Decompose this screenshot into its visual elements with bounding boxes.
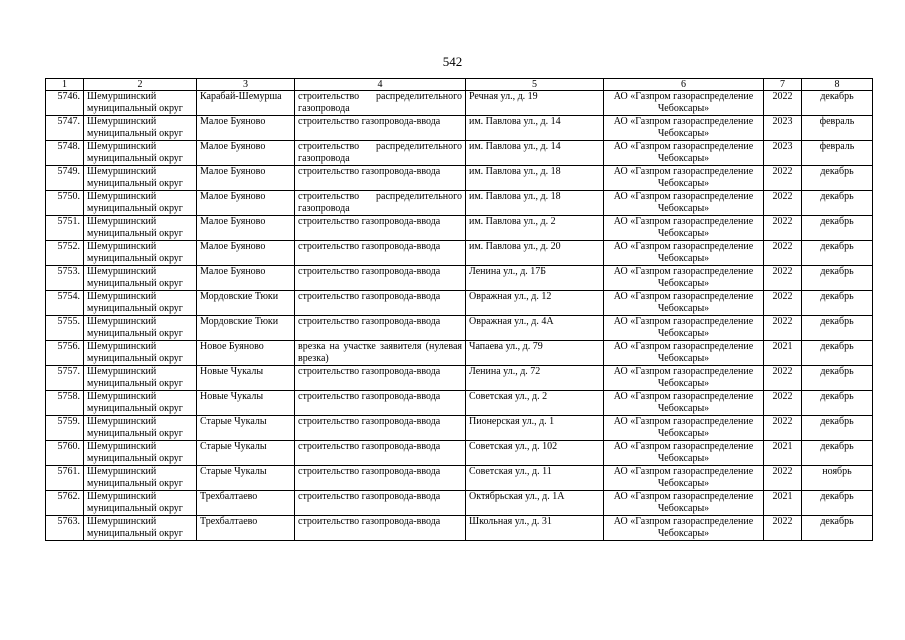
address-cell: им. Павлова ул., д. 14 — [466, 141, 604, 166]
column-number: 4 — [295, 79, 466, 91]
work-type-cell: строительство газопровода-ввода — [295, 241, 466, 266]
organization-cell: АО «Газпром газораспределение Чебоксары» — [604, 341, 764, 366]
organization-cell: АО «Газпром газораспределение Чебоксары» — [604, 116, 764, 141]
column-number-row — [46, 79, 873, 91]
year-cell: 2022 — [764, 366, 802, 391]
table-row — [46, 241, 873, 266]
organization-cell: АО «Газпром газораспределение Чебоксары» — [604, 91, 764, 116]
work-type-cell: строительство распределительного газопровода — [295, 191, 466, 216]
row-number: 5748. — [46, 141, 84, 166]
year-cell: 2022 — [764, 416, 802, 441]
row-number: 5757. — [46, 366, 84, 391]
year-cell: 2022 — [764, 266, 802, 291]
column-number: 3 — [197, 79, 295, 91]
gasification-table — [45, 78, 873, 541]
organization-cell: АО «Газпром газораспределение Чебоксары» — [604, 266, 764, 291]
column-number: 5 — [466, 79, 604, 91]
organization-cell: АО «Газпром газораспределение Чебоксары» — [604, 316, 764, 341]
work-type-cell: строительство газопровода-ввода — [295, 491, 466, 516]
row-number: 5747. — [46, 116, 84, 141]
organization-cell: АО «Газпром газораспределение Чебоксары» — [604, 166, 764, 191]
settlement-cell: Новые Чукалы — [197, 391, 295, 416]
year-cell: 2022 — [764, 391, 802, 416]
district-cell: Шемуршинский муниципальный округ — [84, 91, 197, 116]
table-row — [46, 166, 873, 191]
row-number: 5760. — [46, 441, 84, 466]
year-cell: 2021 — [764, 341, 802, 366]
address-cell: Овражная ул., д. 12 — [466, 291, 604, 316]
work-type-cell: строительство распределительного газопровода — [295, 141, 466, 166]
organization-cell: АО «Газпром газораспределение Чебоксары» — [604, 466, 764, 491]
table-row — [46, 441, 873, 466]
address-cell: им. Павлова ул., д. 18 — [466, 166, 604, 191]
work-type-cell: строительство распределительного газопровода — [295, 91, 466, 116]
month-cell: декабрь — [802, 491, 873, 516]
month-cell: декабрь — [802, 216, 873, 241]
row-number: 5746. — [46, 91, 84, 116]
year-cell: 2022 — [764, 191, 802, 216]
page-number: 542 — [442, 54, 463, 69]
work-type-cell: строительство газопровода-ввода — [295, 416, 466, 441]
organization-cell: АО «Газпром газораспределение Чебоксары» — [604, 366, 764, 391]
address-cell: Советская ул., д. 102 — [466, 441, 604, 466]
work-type-cell: строительство газопровода-ввода — [295, 166, 466, 191]
month-cell: декабрь — [802, 266, 873, 291]
row-number: 5755. — [46, 316, 84, 341]
settlement-cell: Малое Буяново — [197, 141, 295, 166]
district-cell: Шемуршинский муниципальный округ — [84, 341, 197, 366]
address-cell: Школьная ул., д. 31 — [466, 516, 604, 541]
settlement-cell: Мордовские Тюки — [197, 316, 295, 341]
work-type-cell: строительство газопровода-ввода — [295, 216, 466, 241]
month-cell: декабрь — [802, 166, 873, 191]
district-cell: Шемуршинский муниципальный округ — [84, 466, 197, 491]
table-row — [46, 391, 873, 416]
year-cell: 2022 — [764, 166, 802, 191]
year-cell: 2022 — [764, 241, 802, 266]
row-number: 5759. — [46, 416, 84, 441]
month-cell: декабрь — [802, 191, 873, 216]
settlement-cell: Трехбалтаево — [197, 491, 295, 516]
district-cell: Шемуршинский муниципальный округ — [84, 216, 197, 241]
address-cell: Ленина ул., д. 72 — [466, 366, 604, 391]
month-cell: декабрь — [802, 241, 873, 266]
year-cell: 2022 — [764, 291, 802, 316]
district-cell: Шемуршинский муниципальный округ — [84, 291, 197, 316]
table-row — [46, 116, 873, 141]
year-cell: 2023 — [764, 116, 802, 141]
address-cell: Ленина ул., д. 17Б — [466, 266, 604, 291]
settlement-cell: Старые Чукалы — [197, 416, 295, 441]
year-cell: 2022 — [764, 516, 802, 541]
district-cell: Шемуршинский муниципальный округ — [84, 416, 197, 441]
month-cell: декабрь — [802, 416, 873, 441]
year-cell: 2022 — [764, 316, 802, 341]
table-row — [46, 266, 873, 291]
address-cell: Пионерская ул., д. 1 — [466, 416, 604, 441]
month-cell: декабрь — [802, 441, 873, 466]
row-number: 5752. — [46, 241, 84, 266]
table-row — [46, 341, 873, 366]
row-number: 5749. — [46, 166, 84, 191]
table-row — [46, 316, 873, 341]
month-cell: декабрь — [802, 91, 873, 116]
settlement-cell: Старые Чукалы — [197, 466, 295, 491]
table-row — [46, 416, 873, 441]
month-cell: февраль — [802, 141, 873, 166]
address-cell: Советская ул., д. 11 — [466, 466, 604, 491]
settlement-cell: Малое Буяново — [197, 216, 295, 241]
month-cell: ноябрь — [802, 466, 873, 491]
organization-cell: АО «Газпром газораспределение Чебоксары» — [604, 441, 764, 466]
district-cell: Шемуршинский муниципальный округ — [84, 191, 197, 216]
district-cell: Шемуршинский муниципальный округ — [84, 266, 197, 291]
work-type-cell: строительство газопровода-ввода — [295, 516, 466, 541]
column-number: 2 — [84, 79, 197, 91]
year-cell: 2022 — [764, 216, 802, 241]
settlement-cell: Малое Буяново — [197, 266, 295, 291]
work-type-cell: врезка на участке заявителя (нулевая врезка) — [295, 341, 466, 366]
district-cell: Шемуршинский муниципальный округ — [84, 241, 197, 266]
organization-cell: АО «Газпром газораспределение Чебоксары» — [604, 191, 764, 216]
address-cell: им. Павлова ул., д. 2 — [466, 216, 604, 241]
address-cell: им. Павлова ул., д. 14 — [466, 116, 604, 141]
table-row — [46, 291, 873, 316]
work-type-cell: строительство газопровода-ввода — [295, 316, 466, 341]
column-number: 7 — [764, 79, 802, 91]
row-number: 5763. — [46, 516, 84, 541]
year-cell: 2022 — [764, 466, 802, 491]
address-cell: им. Павлова ул., д. 18 — [466, 191, 604, 216]
organization-cell: АО «Газпром газораспределение Чебоксары» — [604, 291, 764, 316]
address-cell: Октябрьская ул., д. 1А — [466, 491, 604, 516]
settlement-cell: Малое Буяново — [197, 241, 295, 266]
district-cell: Шемуршинский муниципальный округ — [84, 366, 197, 391]
year-cell: 2021 — [764, 441, 802, 466]
table-row — [46, 366, 873, 391]
work-type-cell: строительство газопровода-ввода — [295, 466, 466, 491]
organization-cell: АО «Газпром газораспределение Чебоксары» — [604, 141, 764, 166]
month-cell: декабрь — [802, 391, 873, 416]
settlement-cell: Малое Буяново — [197, 116, 295, 141]
table-row — [46, 91, 873, 116]
table-row — [46, 191, 873, 216]
settlement-cell: Трехбалтаево — [197, 516, 295, 541]
work-type-cell: строительство газопровода-ввода — [295, 266, 466, 291]
settlement-cell: Новое Буяново — [197, 341, 295, 366]
row-number: 5750. — [46, 191, 84, 216]
address-cell: Речная ул., д. 19 — [466, 91, 604, 116]
year-cell: 2021 — [764, 491, 802, 516]
address-cell: Советская ул., д. 2 — [466, 391, 604, 416]
work-type-cell: строительство газопровода-ввода — [295, 366, 466, 391]
row-number: 5758. — [46, 391, 84, 416]
district-cell: Шемуршинский муниципальный округ — [84, 141, 197, 166]
organization-cell: АО «Газпром газораспределение Чебоксары» — [604, 241, 764, 266]
district-cell: Шемуршинский муниципальный округ — [84, 391, 197, 416]
settlement-cell: Новые Чукалы — [197, 366, 295, 391]
district-cell: Шемуршинский муниципальный округ — [84, 166, 197, 191]
address-cell: Овражная ул., д. 4А — [466, 316, 604, 341]
table-row — [46, 216, 873, 241]
district-cell: Шемуршинский муниципальный округ — [84, 316, 197, 341]
year-cell: 2022 — [764, 91, 802, 116]
table-row — [46, 466, 873, 491]
work-type-cell: строительство газопровода-ввода — [295, 291, 466, 316]
organization-cell: АО «Газпром газораспределение Чебоксары» — [604, 391, 764, 416]
row-number: 5754. — [46, 291, 84, 316]
address-cell: им. Павлова ул., д. 20 — [466, 241, 604, 266]
row-number: 5756. — [46, 341, 84, 366]
table-row — [46, 491, 873, 516]
month-cell: декабрь — [802, 341, 873, 366]
table-row — [46, 516, 873, 541]
address-cell: Чапаева ул., д. 79 — [466, 341, 604, 366]
row-number: 5753. — [46, 266, 84, 291]
settlement-cell: Малое Буяново — [197, 166, 295, 191]
settlement-cell: Карабай-Шемурша — [197, 91, 295, 116]
settlement-cell: Мордовские Тюки — [197, 291, 295, 316]
work-type-cell: строительство газопровода-ввода — [295, 441, 466, 466]
district-cell: Шемуршинский муниципальный округ — [84, 516, 197, 541]
column-number: 8 — [802, 79, 873, 91]
month-cell: декабрь — [802, 516, 873, 541]
year-cell: 2023 — [764, 141, 802, 166]
month-cell: февраль — [802, 116, 873, 141]
month-cell: декабрь — [802, 291, 873, 316]
district-cell: Шемуршинский муниципальный округ — [84, 491, 197, 516]
row-number: 5761. — [46, 466, 84, 491]
column-number: 1 — [46, 79, 84, 91]
work-type-cell: строительство газопровода-ввода — [295, 391, 466, 416]
row-number: 5762. — [46, 491, 84, 516]
month-cell: декабрь — [802, 366, 873, 391]
organization-cell: АО «Газпром газораспределение Чебоксары» — [604, 416, 764, 441]
settlement-cell: Малое Буяново — [197, 191, 295, 216]
district-cell: Шемуршинский муниципальный округ — [84, 116, 197, 141]
month-cell: декабрь — [802, 316, 873, 341]
organization-cell: АО «Газпром газораспределение Чебоксары» — [604, 516, 764, 541]
table-row — [46, 141, 873, 166]
settlement-cell: Старые Чукалы — [197, 441, 295, 466]
column-number: 6 — [604, 79, 764, 91]
work-type-cell: строительство газопровода-ввода — [295, 116, 466, 141]
organization-cell: АО «Газпром газораспределение Чебоксары» — [604, 491, 764, 516]
row-number: 5751. — [46, 216, 84, 241]
organization-cell: АО «Газпром газораспределение Чебоксары» — [604, 216, 764, 241]
district-cell: Шемуршинский муниципальный округ — [84, 441, 197, 466]
